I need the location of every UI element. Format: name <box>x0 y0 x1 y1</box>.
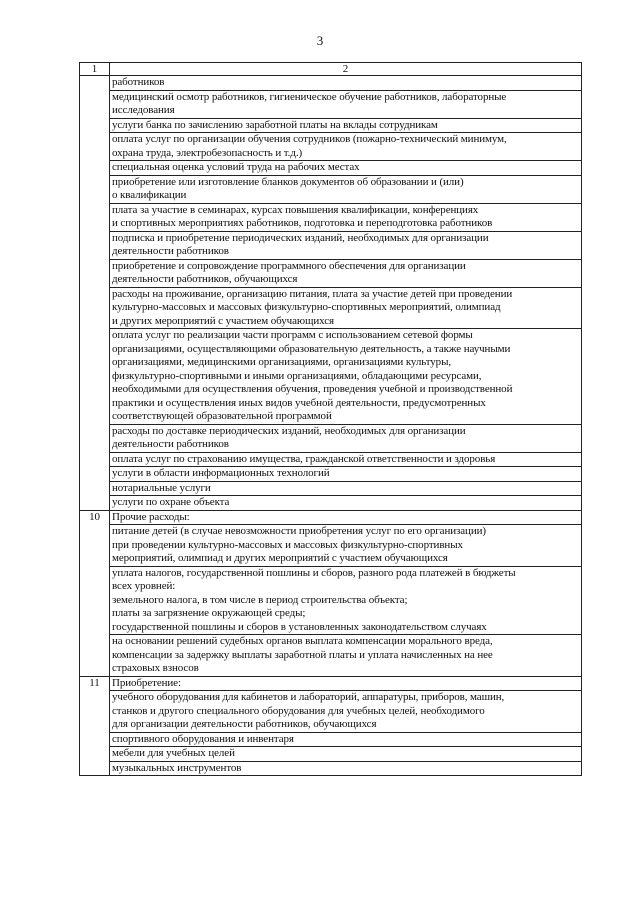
table-header-row <box>80 63 582 76</box>
text-line: музыкальных инструментов <box>112 761 242 774</box>
row-text-cell <box>110 481 582 496</box>
row-text-cell <box>110 118 582 133</box>
row-text-cell <box>110 566 582 635</box>
row-text-cell <box>110 635 582 677</box>
text-line: соответствующей образовательной программой <box>112 410 332 422</box>
text-line: Прочие расходы: <box>112 510 190 523</box>
table-body <box>80 76 582 776</box>
row-text-cell <box>110 424 582 452</box>
text-line: оплата услуг по реализации части программ с использованием сетевой формы <box>112 329 473 341</box>
row-number-cell: 10 <box>80 510 110 676</box>
row-number-cell <box>80 76 110 511</box>
row-text-cell <box>110 203 582 231</box>
row-text-cell <box>110 175 582 203</box>
text-line: всех уровней: <box>112 580 176 592</box>
row-text-cell <box>110 510 582 525</box>
text-line: специальная оценка условий труда на рабочих местах <box>112 161 360 173</box>
text-line: Приобретение: <box>112 676 181 689</box>
text-line: деятельности работников <box>112 438 229 450</box>
row-text-cell <box>110 452 582 467</box>
row-text-cell <box>110 329 582 425</box>
table-row <box>80 635 582 677</box>
table-row <box>80 175 582 203</box>
text-line: практики и осуществления иных видов учебной деятельности, предусмотренных <box>112 396 486 409</box>
text-line: при проведении культурно-массовых и массовых физкультурно-спортивных <box>112 538 463 551</box>
row-text-cell <box>110 133 582 161</box>
text-line: организациями, медицинскими организациями, организациями культуры, <box>112 356 452 368</box>
text-line: необходимыми для осуществления обучения, проведения учебной и производственной <box>112 383 513 395</box>
table-row <box>80 566 582 635</box>
table-row <box>80 525 582 567</box>
column-header-1: 1 <box>80 63 110 76</box>
table-row <box>80 76 582 91</box>
row-text-cell <box>110 691 582 733</box>
row-text-cell <box>110 525 582 567</box>
table-row <box>80 424 582 452</box>
row-text-cell <box>110 76 582 91</box>
text-line: физкультурно-спортивными и иными организациями, обладающими ресурсами, <box>112 369 482 382</box>
text-line: приобретение и сопровождение программного обеспечения для организации <box>112 259 466 272</box>
text-line: на основании решений судебных органов выплата компенсации морального вреда, <box>112 635 493 647</box>
text-line: плата за участие в семинарах, курсах повышения квалификации, конференциях <box>112 203 479 216</box>
text-line: спортивного оборудования и инвентаря <box>112 732 294 745</box>
row-text-cell <box>110 676 582 691</box>
table-row <box>80 761 582 776</box>
row-text-cell <box>110 161 582 176</box>
row-number-cell: 11 <box>80 676 110 776</box>
text-line: и спортивных мероприятиях работников, подготовка и переподготовка работников <box>112 217 493 229</box>
text-line: расходы по доставке периодических изданий, необходимых для организации <box>112 424 466 437</box>
text-line: расходы на проживание, организацию питания, плата за участие детей при проведении <box>112 287 513 300</box>
expenses-table <box>79 62 582 776</box>
text-line: государственной пошлины и сборов в установленных законодательством случаях <box>112 620 487 633</box>
table-row <box>80 452 582 467</box>
text-line: о квалификации <box>112 189 187 201</box>
table-row <box>80 732 582 747</box>
table-row <box>80 90 582 118</box>
text-line: оплата услуг по страхованию имущества, гражданской ответственности и здоровья <box>112 452 496 465</box>
table-row <box>80 691 582 733</box>
page-number: 3 <box>316 33 324 48</box>
table-row <box>80 133 582 161</box>
text-line: работников <box>112 76 165 88</box>
row-text-cell <box>110 231 582 259</box>
row-text-cell <box>110 467 582 482</box>
table-row <box>80 118 582 133</box>
text-line: исследования <box>112 104 175 116</box>
row-text-cell <box>110 90 582 118</box>
text-line: и других мероприятий с участием обучающихся <box>112 314 334 327</box>
row-text-cell <box>110 747 582 762</box>
table-row <box>80 161 582 176</box>
text-line: подписка и приобретение периодических изданий, необходимых для организации <box>112 231 489 244</box>
column-header-2: 2 <box>110 63 582 76</box>
text-line: приобретение или изготовление бланков документов об образовании и (или) <box>112 175 464 188</box>
row-text-cell <box>110 732 582 747</box>
table-row <box>80 467 582 482</box>
text-line: оплата услуг по организации обучения сотрудников (пожарно-технический минимум, <box>112 133 507 145</box>
row-text-cell <box>110 761 582 776</box>
text-line: услуги по охране объекта <box>112 496 230 508</box>
table-row <box>80 203 582 231</box>
table-row <box>80 481 582 496</box>
text-line: питание детей (в случае невозможности приобретения услуг по его организации) <box>112 525 486 537</box>
text-line: деятельности работников, обучающихся <box>112 273 298 285</box>
table-row <box>80 510 582 525</box>
text-line: культурно-массовых и массовых физкультурно-спортивных мероприятий, олимпиад <box>112 301 501 313</box>
text-line: компенсации за задержку выплаты заработной платы и уплата начисленных на нее <box>112 648 493 661</box>
table-row <box>80 231 582 259</box>
row-text-cell <box>110 259 582 287</box>
table-row <box>80 676 582 691</box>
text-line: мероприятий, олимпиад и других мероприятий с участием обучающихся <box>112 552 448 564</box>
table-row <box>80 259 582 287</box>
text-line: медицинский осмотр работников, гигиеническое обучение работников, лабораторные <box>112 90 507 103</box>
row-text-cell <box>110 496 582 511</box>
table-row <box>80 496 582 511</box>
text-line: деятельности работников <box>112 245 229 257</box>
table-row <box>80 747 582 762</box>
table-row <box>80 287 582 329</box>
text-line: уплата налогов, государственной пошлины и сборов, разного рода платежей в бюджеты <box>112 566 516 579</box>
text-line: земельного налога, в том числе в период строительства объекта; <box>112 593 408 606</box>
text-line: услуги банка по зачислению заработной платы на вклады сотрудникам <box>112 118 438 131</box>
text-line: для организации деятельности работников, обучающихся <box>112 718 377 730</box>
text-line: услуги в области информационных технологий <box>112 467 330 479</box>
text-line: нотариальные услуги <box>112 481 211 494</box>
text-line: охрана труда, электробезопасность и т.д.) <box>112 146 303 159</box>
row-text-cell <box>110 287 582 329</box>
text-line: организациями, осуществляющими образовательную деятельность, а также научными <box>112 342 511 355</box>
text-line: платы за загрязнение окружающей среды; <box>112 607 306 619</box>
text-line: станков и другого специального оборудования для учебных целей, необходимого <box>112 704 485 717</box>
table-row <box>80 329 582 425</box>
text-line: страховых взносов <box>112 662 199 674</box>
text-line: учебного оборудования для кабинетов и лабораторий, аппаратуры, приборов, машин, <box>112 691 505 703</box>
text-line: мебели для учебных целей <box>112 747 235 759</box>
